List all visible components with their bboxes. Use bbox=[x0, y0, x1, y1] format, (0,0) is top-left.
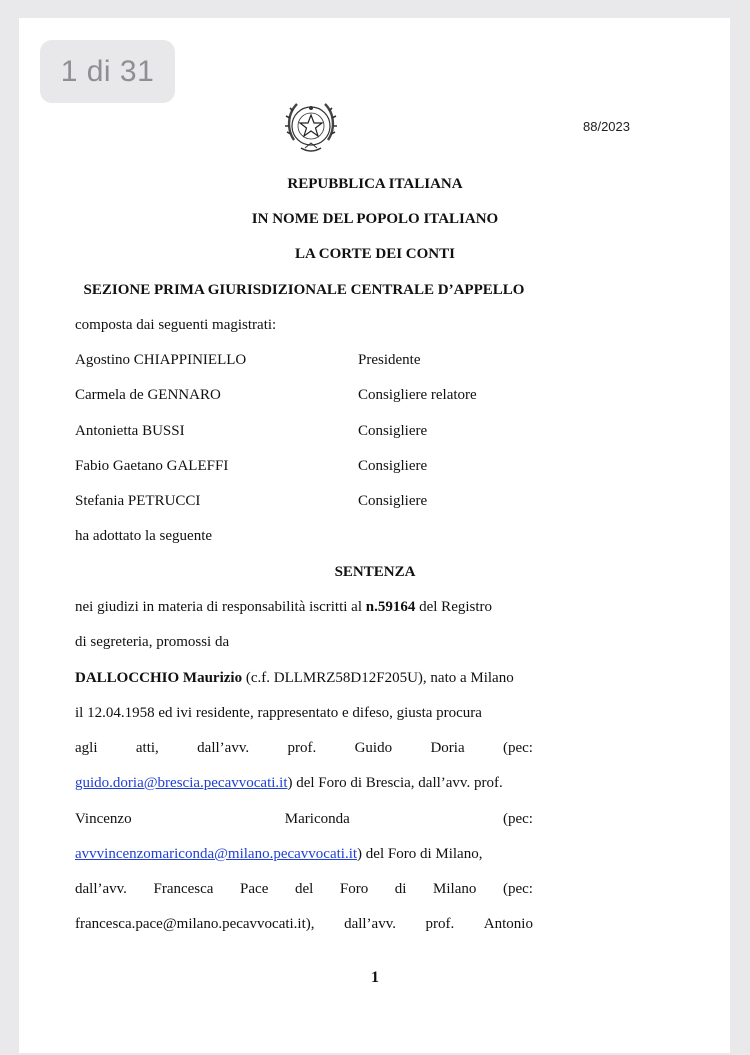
magistrate-name: Fabio Gaetano GALEFFI bbox=[75, 458, 229, 474]
word: Foro bbox=[339, 881, 369, 897]
word: Francesca bbox=[153, 881, 214, 897]
word: dall’avv. bbox=[75, 881, 127, 897]
heading-people: IN NOME DEL POPOLO ITALIANO bbox=[251, 211, 499, 227]
word: Milano bbox=[433, 881, 477, 897]
word: di bbox=[394, 881, 407, 897]
word: francesca.pace@milano.pecavvocati.it), bbox=[75, 916, 315, 932]
word: atti, bbox=[135, 740, 159, 756]
word: Vincenzo bbox=[75, 811, 132, 827]
word: prof. bbox=[425, 916, 455, 932]
word: prof. bbox=[287, 740, 317, 756]
heading-republic: REPUBBLICA ITALIANA bbox=[287, 176, 463, 192]
italian-republic-emblem-icon bbox=[281, 96, 341, 158]
magistrate-role: Consigliere relatore bbox=[358, 387, 477, 403]
body-line bbox=[75, 598, 492, 616]
protocol-number: 88/2023 bbox=[583, 119, 630, 134]
magistrate-name: Carmela de GENNARO bbox=[75, 387, 221, 403]
word: (pec: bbox=[503, 811, 533, 827]
adopted-text: ha adottato la seguente bbox=[75, 528, 213, 544]
body-line bbox=[75, 739, 533, 757]
body-line: il 12.04.1958 ed ivi residente, rappresentato e difeso, giusta procura bbox=[75, 705, 482, 721]
body-line bbox=[75, 915, 533, 933]
word: Pace bbox=[240, 881, 269, 897]
magistrate-role: Consigliere bbox=[358, 423, 428, 439]
register-number: n.59164 bbox=[365, 599, 416, 615]
body-text: (c.f. DLLMRZ58D12F205U), nato a Milano bbox=[245, 670, 514, 686]
pec-email-link[interactable]: guido.doria@brescia.pecavvocati.it bbox=[75, 775, 288, 791]
page-number: 1 bbox=[371, 969, 379, 986]
body-text: del Registro bbox=[419, 599, 493, 615]
magistrate-role: Consigliere bbox=[358, 493, 428, 509]
magistrate-name: Agostino CHIAPPINIELLO bbox=[75, 352, 247, 368]
word: Doria bbox=[430, 740, 465, 756]
heading-court: LA CORTE DEI CONTI bbox=[295, 246, 455, 262]
word: (pec: bbox=[502, 881, 533, 897]
word: (pec: bbox=[503, 740, 533, 756]
body-line bbox=[75, 810, 533, 828]
body-line: di segreteria, promossi da bbox=[75, 634, 230, 650]
body-text: ) del Foro di Brescia, dall’avv. prof. bbox=[287, 775, 503, 791]
word: Antonio bbox=[483, 916, 533, 932]
body-line bbox=[75, 774, 503, 792]
body-line bbox=[75, 880, 533, 898]
sentence-title: SENTENZA bbox=[334, 564, 416, 580]
body-text: nei giudizi in materia di responsabilità iscritti al bbox=[75, 599, 363, 615]
word: dall’avv. bbox=[344, 916, 396, 932]
body-text: ) del Foro di Milano, bbox=[357, 846, 483, 862]
pec-email-link[interactable]: avvvincenzomariconda@milano.pecavvocati.it bbox=[75, 846, 358, 862]
word: agli bbox=[75, 740, 98, 756]
word: dall’avv. bbox=[197, 740, 250, 756]
word: del bbox=[294, 881, 314, 897]
magistrate-role: Presidente bbox=[358, 352, 421, 368]
word: Guido bbox=[354, 740, 393, 756]
page-counter-badge: 1 di 31 bbox=[40, 40, 175, 103]
magistrate-name: Stefania PETRUCCI bbox=[75, 493, 201, 509]
magistrate-name: Antonietta BUSSI bbox=[75, 423, 185, 439]
body-line bbox=[75, 845, 533, 863]
composition-intro: composta dai seguenti magistrati: bbox=[75, 317, 277, 333]
heading-section: SEZIONE PRIMA GIURISDIZIONALE CENTRALE D’APPELLO bbox=[83, 282, 525, 298]
body-line bbox=[75, 669, 514, 687]
party-name: DALLOCCHIO Maurizio bbox=[75, 670, 243, 686]
magistrate-role: Consigliere bbox=[358, 458, 428, 474]
word: Mariconda bbox=[284, 811, 350, 827]
